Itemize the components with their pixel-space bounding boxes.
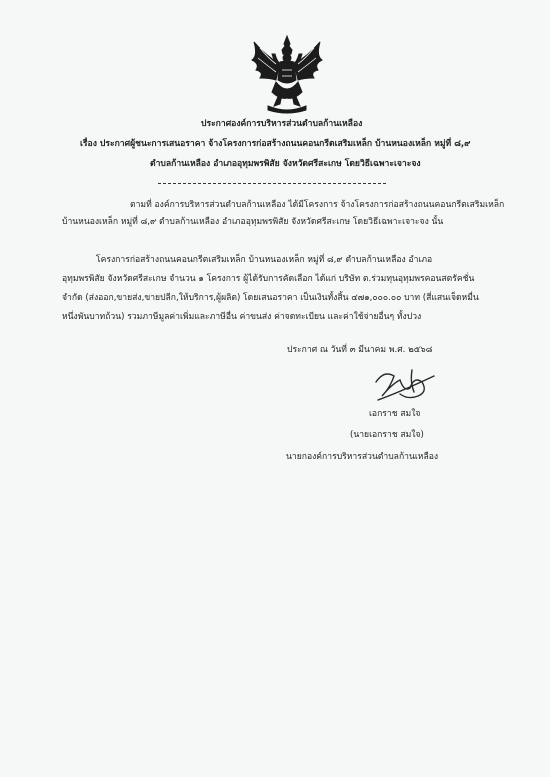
heading-divider	[158, 183, 386, 184]
handwritten-signature	[370, 362, 440, 408]
signer-name: เอกราช สมใจ	[369, 409, 421, 419]
subject-line-2: ตำบลก้านเหลือง อำเภออุทุมพรพิสัย จังหวัดศรีสะเกษ โดยวิธีเฉพาะเจาะจง	[150, 159, 421, 169]
body-line-5: จำกัด (ส่งออก,ขายส่ง,ขายปลีก,ให้บริการ,ผู้ผลิต) โดยเสนอราคา เป็นเงินทั้งสิ้น ๔๗๑,๐๐๐.๐๐ บาท (สี่แสนเจ็ดหมื่น	[62, 293, 479, 303]
body-line-2: บ้านหนองเหล็ก หมู่ที่ ๘,๙ ตำบลก้านเหลือง อำเภออุทุมพรพิสัย จังหวัดศรีสะเกษ โดยวิธีเฉพาะเจาะจง นั้น	[62, 217, 444, 227]
announcement-date: ประกาศ ณ วันที่ ๓ มีนาคม พ.ศ. ๒๕๖๘	[287, 345, 433, 355]
body-line-6: หนึ่งพันบาทถ้วน) รวมภาษีมูลค่าเพิ่มและภาษีอื่น ค่าขนส่ง ค่าจดทะเบียน และค่าใช้จ่ายอื่นๆ ทั้งปวง	[62, 312, 422, 322]
signer-full-name: (นายเอกราช สมใจ)	[350, 430, 424, 440]
body-line-3: โครงการก่อสร้างถนนคอนกรีตเสริมเหล็ก บ้านหนองเหล็ก หมู่ที่ ๘,๙ ตำบลก้านเหลือง อำเภอ	[96, 255, 433, 265]
garuda-emblem-icon	[246, 34, 328, 116]
issuer-heading: ประกาศองค์การบริหารส่วนตำบลก้านเหลือง	[201, 119, 363, 129]
body-line-4: อุทุมพรพิสัย จังหวัดศรีสะเกษ จำนวน ๑ โครงการ ผู้ได้รับการคัดเลือก ได้แก่ บริษัท ต.ร่วมทุนอุทุมพรคอนสตรัคชั่น	[62, 274, 475, 284]
signer-position: นายกองค์การบริหารส่วนตำบลก้านเหลือง	[286, 452, 439, 462]
body-line-1: ตามที่ องค์การบริหารส่วนตำบลก้านเหลือง ได้มีโครงการ จ้างโครงการก่อสร้างถนนคอนกรีตเสริมเหล็ก	[130, 200, 505, 210]
subject-line-1: เรื่อง ประกาศผู้ชนะการเสนอราคา จ้างโครงการก่อสร้างถนนคอนกรีตเสริมเหล็ก บ้านหนองเหล็ก หมู่ที่ ๘,๙	[80, 139, 471, 149]
